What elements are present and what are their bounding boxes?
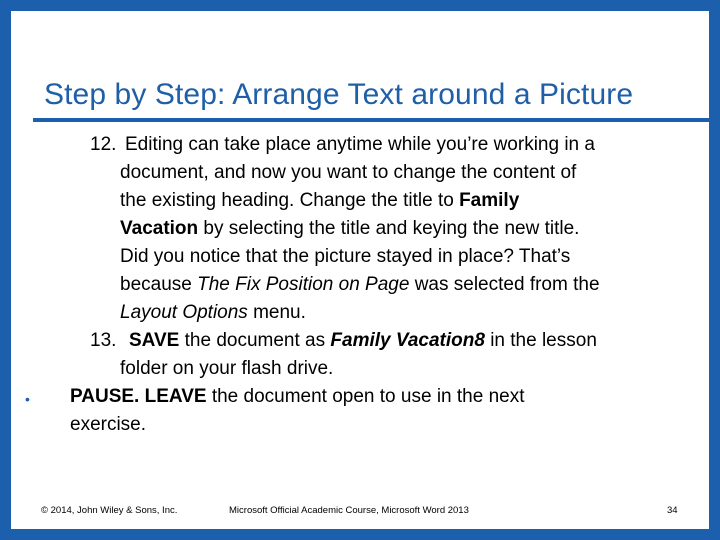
step-12-family-bold: Family: [459, 190, 520, 211]
step-12-line-7: [120, 299, 306, 327]
bullet-marker: •: [25, 391, 30, 407]
bullet-pause-leave-bold: PAUSE. LEAVE: [70, 386, 207, 407]
step-12-line-7-text: menu.: [247, 302, 306, 323]
bullet-line-1-text: the document open to use in the next: [206, 386, 525, 407]
step-13-save-bold: SAVE: [129, 330, 180, 351]
step-12-layout-options-italic: Layout Options: [120, 302, 248, 323]
bullet-line-2: exercise.: [70, 414, 147, 435]
slide-title: Step by Step: Arrange Text around a Picture: [44, 78, 634, 111]
step-13-line-2: folder on your flash drive.: [120, 358, 334, 379]
step-13-filename-bold-italic: Family Vacation8: [330, 330, 485, 351]
step-12-line-6-text-a: because: [120, 274, 198, 295]
title-divider: [33, 118, 709, 122]
step-12-line-6-text-b: was selected from the: [409, 274, 600, 295]
step-12-line-2: document, and now you want to change the content of: [120, 162, 577, 183]
step-13-line-1-text-b: in the lesson: [484, 330, 597, 351]
step-12-line-1: Editing can take place anytime while you’re working in a: [125, 134, 595, 155]
step-12-vacation-bold: Vacation: [120, 218, 199, 239]
step-12-number: 12.: [90, 134, 117, 155]
step-12-line-6: [120, 271, 600, 299]
step-12-line-4: [120, 215, 579, 243]
footer-page-number: 34: [667, 505, 678, 516]
footer-course: Microsoft Official Academic Course, Microsoft Word 2013: [229, 505, 469, 516]
slide-content-panel: [11, 11, 709, 529]
step-12-line-3-text: the existing heading. Change the title to: [120, 190, 460, 211]
step-12-line-5: Did you notice that the picture stayed in place? That’s: [120, 246, 571, 267]
bullet-line-1: [70, 383, 525, 411]
step-13-number: 13.: [90, 330, 117, 351]
step-12-line-3: [120, 187, 519, 215]
footer-copyright: © 2014, John Wiley & Sons, Inc.: [41, 505, 178, 516]
step-13-line-1-text-a: the document as: [179, 330, 331, 351]
step-12-line-4-text: by selecting the title and keying the new title.: [198, 218, 580, 239]
step-13-line-1: [129, 327, 597, 355]
step-12-fix-position-italic: The Fix Position on Page: [197, 274, 410, 295]
